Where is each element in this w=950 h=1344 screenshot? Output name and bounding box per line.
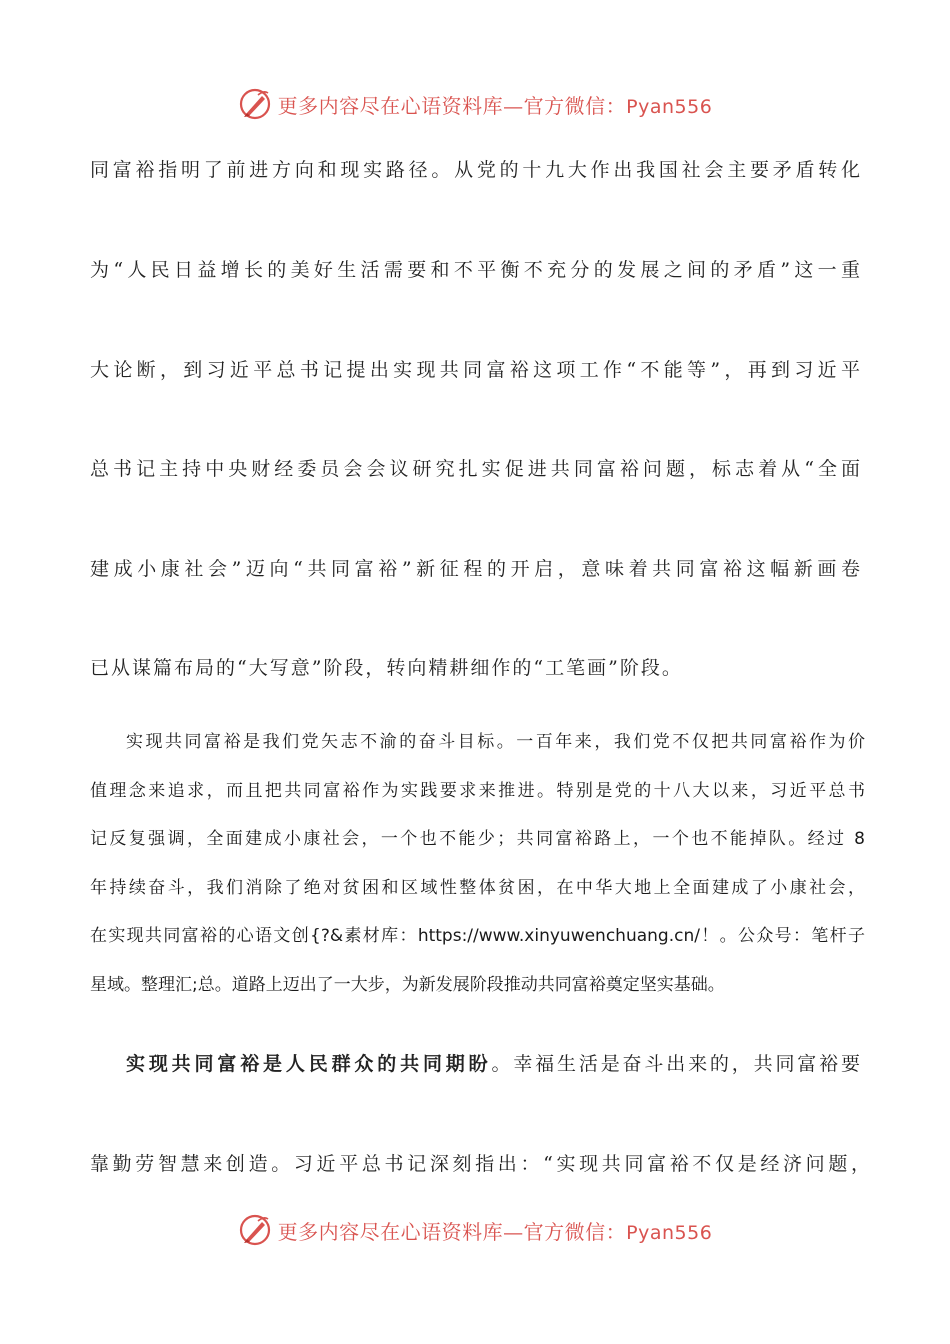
paragraph-line: 记反复强调，全面建成小康社会，一个也不能少；共同富裕路上，一个也不能掉队。经过 8 bbox=[90, 829, 865, 849]
paragraph-line: 值理念来追求，而且把共同富裕作为实践要求来推进。特别是党的十八大以来，习近平总书 bbox=[90, 780, 865, 801]
paragraph-text: 。幸福生活是奋斗出来的，共同富裕要 bbox=[491, 1053, 860, 1075]
paragraph-line: 同富裕指明了前进方向和现实路径。从党的十九大作出我国社会主要矛盾转化 bbox=[90, 159, 860, 181]
bold-heading: 实现共同富裕是人民群众的共同期盼 bbox=[126, 1053, 492, 1075]
paragraph-line bbox=[90, 1051, 860, 1077]
paragraph-line: 已从谋篇布局的“大写意”阶段，转向精耕细作的“工笔画”阶段。 bbox=[90, 657, 683, 679]
paragraph-line: 年持续奋斗，我们消除了绝对贫困和区域性整体贫困，在中华大地上全面建成了小康社会， bbox=[90, 877, 865, 898]
header-watermark-banner bbox=[0, 84, 950, 124]
paragraph-line: 靠勤劳智慧来创造。习近平总书记深刻指出：“实现共同富裕不仅是经济问题， bbox=[90, 1153, 870, 1175]
footer-watermark-banner bbox=[0, 1210, 950, 1250]
pen-logo-icon bbox=[238, 87, 272, 121]
paragraph-dense bbox=[90, 729, 865, 1020]
banner-text: 更多内容尽在心语资料库—官方微信：Pyan556 bbox=[277, 1219, 713, 1244]
paragraph-line: 实现共同富裕是我们党矢志不渝的奋斗目标。一百年来，我们党不仅把共同富裕作为价 bbox=[126, 732, 865, 752]
paragraph-line: 建成小康社会”迈向“共同富裕”新征程的开启，意味着共同富裕这幅新画卷 bbox=[90, 558, 860, 580]
paragraph-line: 大论断，到习近平总书记提出实现共同富裕这项工作“不能等”，再到习近平 bbox=[90, 359, 860, 381]
paragraph-line: 总书记主持中央财经委员会会议研究扎实促进共同富裕问题，标志着从“全面 bbox=[90, 458, 860, 480]
banner-text: 更多内容尽在心语资料库—官方微信：Pyan556 bbox=[277, 93, 713, 118]
paragraph-line: 星域。整理汇;总。道路上迈出了一大步，为新发展阶段推动共同富裕奠定坚实基础。 bbox=[90, 974, 725, 995]
paragraph-line: 在实现共同富裕的心语文创{?&素材库：https://www.xinyuwenchuang.cn/！。公众号：笔杆子 bbox=[90, 926, 865, 946]
pen-logo-icon bbox=[238, 1213, 272, 1247]
paragraph-line: 为“人民日益增长的美好生活需要和不平衡不充分的发展之间的矛盾”这一重 bbox=[90, 259, 860, 281]
